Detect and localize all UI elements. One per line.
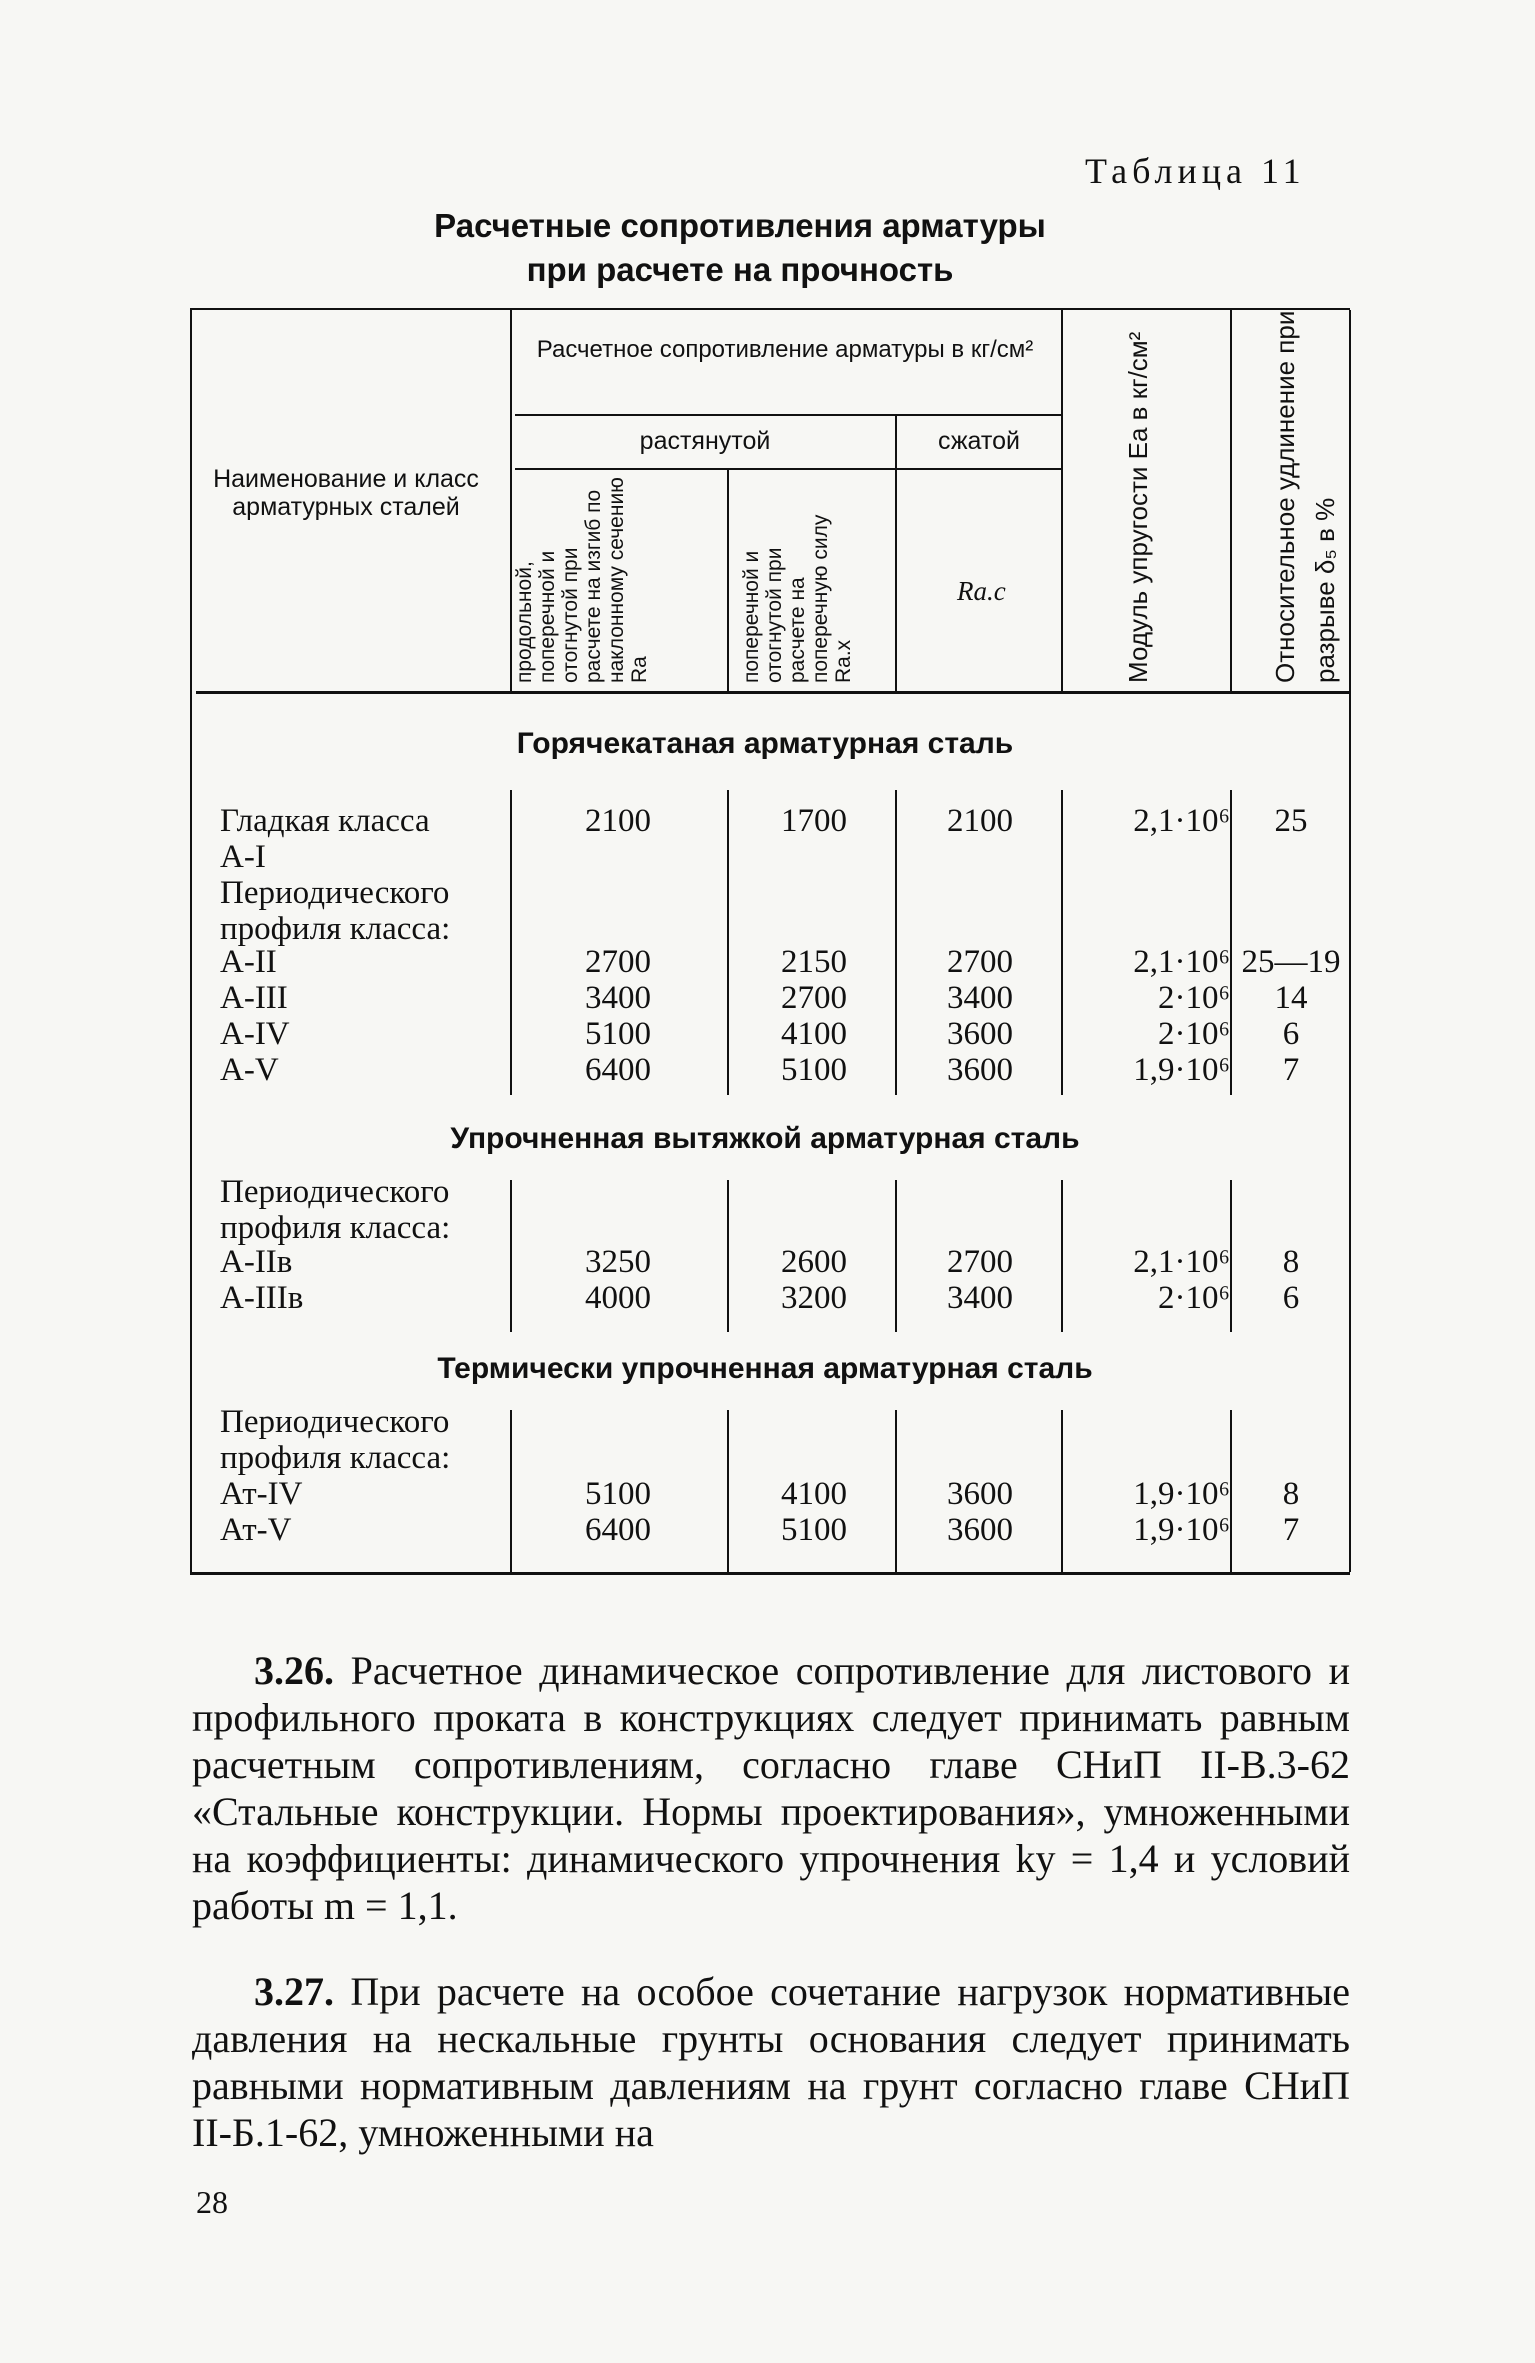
paragraph-number: 3.27. — [254, 1969, 334, 2014]
title-line-1: Расчетные сопротивления арматуры — [434, 207, 1046, 244]
paragraph-3-26 — [192, 1647, 1350, 1929]
steel-name: Ат-IV — [220, 1476, 303, 1512]
value-rax: 5100 — [781, 1052, 847, 1088]
value-ra: 6400 — [585, 1512, 651, 1548]
vline-s2a — [510, 1180, 512, 1332]
value-elongation: 25 — [1274, 803, 1308, 839]
header-steel-name: Наименование и класс арматурных сталей — [213, 465, 479, 521]
value-rac: 3400 — [947, 1280, 1013, 1316]
steel-name: Периодического профиля класса: — [220, 875, 451, 947]
value-ra: 2700 — [585, 944, 651, 980]
table-label: Таблица 11 — [1085, 151, 1306, 191]
header-elongation: Относительное удлинение при разрыве δ₅ в % — [1270, 310, 1340, 683]
header-rac: Rа.с — [957, 576, 1006, 606]
value-rax: 2700 — [781, 980, 847, 1016]
steel-name: А-IIIв — [220, 1280, 304, 1316]
title-line-2: при расчете на прочность — [526, 251, 954, 288]
vline-5 — [1230, 310, 1232, 693]
value-elongation: 7 — [1282, 1512, 1300, 1548]
value-rax: 5100 — [781, 1512, 847, 1548]
value-modulus: 2·10⁶ — [1158, 1280, 1230, 1316]
value-elongation: 25—19 — [1241, 944, 1341, 980]
steel-name: А-V — [220, 1052, 279, 1088]
steel-name: А-IV — [220, 1016, 290, 1052]
paragraph-text: Расчетное динамическое сопротивление для листового и профильного проката в конструкциях следует принимать равным расчетным сопротивлениям, согласно главе СНиП II-В.3-62 «Стальные конструкции. Нормы проектирования», умноженными на коэффициенты: динамического упрочнения kу = 1,4 и условий работы m = 1,1. — [192, 1648, 1351, 1928]
paragraph-3-27 — [192, 1968, 1350, 2156]
value-rac: 3600 — [947, 1476, 1013, 1512]
vline-1 — [510, 310, 512, 693]
value-ra: 3400 — [585, 980, 651, 1016]
value-rac: 2700 — [947, 1244, 1013, 1280]
table-bottom-rule — [190, 1572, 1350, 1575]
steel-name: Гладкая класса А-I — [220, 803, 430, 875]
value-modulus: 2,1·10⁶ — [1133, 944, 1230, 980]
value-rax: 2600 — [781, 1244, 847, 1280]
value-rax: 3200 — [781, 1280, 847, 1316]
value-rax: 1700 — [781, 803, 847, 839]
steel-name: А-III — [220, 980, 288, 1016]
vline-s2b — [727, 1180, 729, 1332]
value-ra: 6400 — [585, 1052, 651, 1088]
section-title: Термически упрочненная арматурная сталь — [437, 1352, 1093, 1385]
steel-name: Периодического профиля класса: — [220, 1404, 451, 1476]
vline-4 — [1061, 310, 1063, 693]
vline-s3a — [510, 1410, 512, 1572]
steel-name: А-IIв — [220, 1244, 293, 1280]
value-rax: 2150 — [781, 944, 847, 980]
value-elongation: 7 — [1282, 1052, 1300, 1088]
value-rac: 3600 — [947, 1016, 1013, 1052]
paragraph-number: 3.26. — [254, 1648, 334, 1693]
vline-s1a — [510, 790, 512, 1095]
vline-right — [1349, 310, 1351, 1572]
vline-3 — [895, 416, 897, 693]
value-rax: 4100 — [781, 1016, 847, 1052]
value-modulus: 1,9·10⁶ — [1133, 1512, 1230, 1548]
value-rac: 2100 — [947, 803, 1013, 839]
value-modulus: 2·10⁶ — [1158, 980, 1230, 1016]
value-modulus: 2·10⁶ — [1158, 1016, 1230, 1052]
value-rac: 3400 — [947, 980, 1013, 1016]
paragraph-text: При расчете на особое сочетание нагрузок нормативные давления на нескальные грунты основания следует принимать равными нормативным давлениям на грунт согласно главе СНиП II-Б.1-62, умноженными на — [192, 1969, 1351, 2155]
value-modulus: 1,9·10⁶ — [1133, 1052, 1230, 1088]
header-resistance-group: Расчетное сопротивление арматуры в кг/см² — [536, 336, 1034, 363]
value-ra: 4000 — [585, 1280, 651, 1316]
header-compression: сжатой — [938, 427, 1020, 455]
value-rac: 3600 — [947, 1052, 1013, 1088]
value-rac: 2700 — [947, 944, 1013, 980]
value-elongation: 6 — [1282, 1016, 1300, 1052]
value-elongation: 14 — [1274, 980, 1308, 1016]
header-tension: растянутой — [639, 427, 771, 455]
value-ra: 2100 — [585, 803, 651, 839]
vline-2 — [727, 470, 729, 693]
vline-s3b — [727, 1410, 729, 1572]
value-elongation: 6 — [1282, 1280, 1300, 1316]
value-rax: 4100 — [781, 1476, 847, 1512]
section-title: Упрочненная вытяжкой арматурная сталь — [450, 1122, 1080, 1155]
value-ra: 3250 — [585, 1244, 651, 1280]
steel-name: А-II — [220, 944, 277, 980]
value-ra: 5100 — [585, 1016, 651, 1052]
value-elongation: 8 — [1282, 1244, 1300, 1280]
steel-name: Периодического профиля класса: — [220, 1174, 451, 1246]
value-rac: 3600 — [947, 1512, 1013, 1548]
value-modulus: 2,1·10⁶ — [1133, 803, 1230, 839]
header-modulus: Модуль упругости Eа в кг/см² — [1123, 331, 1153, 683]
header-longitudinal: продольной, поперечной и отогнутой при расчете на изгиб по наклонному сечению Rа — [513, 477, 651, 683]
section-title: Горячекатаная арматурная сталь — [516, 727, 1014, 760]
header-transverse: поперечной и отогнутой при расчете на поперечную силу Rа.х — [740, 514, 855, 683]
page-number: 28 — [196, 2184, 228, 2220]
value-modulus: 1,9·10⁶ — [1133, 1476, 1230, 1512]
table-top-rule — [190, 308, 1350, 310]
steel-name: Ат-V — [220, 1512, 292, 1548]
value-elongation: 8 — [1282, 1476, 1300, 1512]
header-bottom-rule — [196, 691, 1350, 694]
value-ra: 5100 — [585, 1476, 651, 1512]
group-rule — [515, 414, 1062, 416]
vline-s1b — [727, 790, 729, 1095]
value-modulus: 2,1·10⁶ — [1133, 1244, 1230, 1280]
